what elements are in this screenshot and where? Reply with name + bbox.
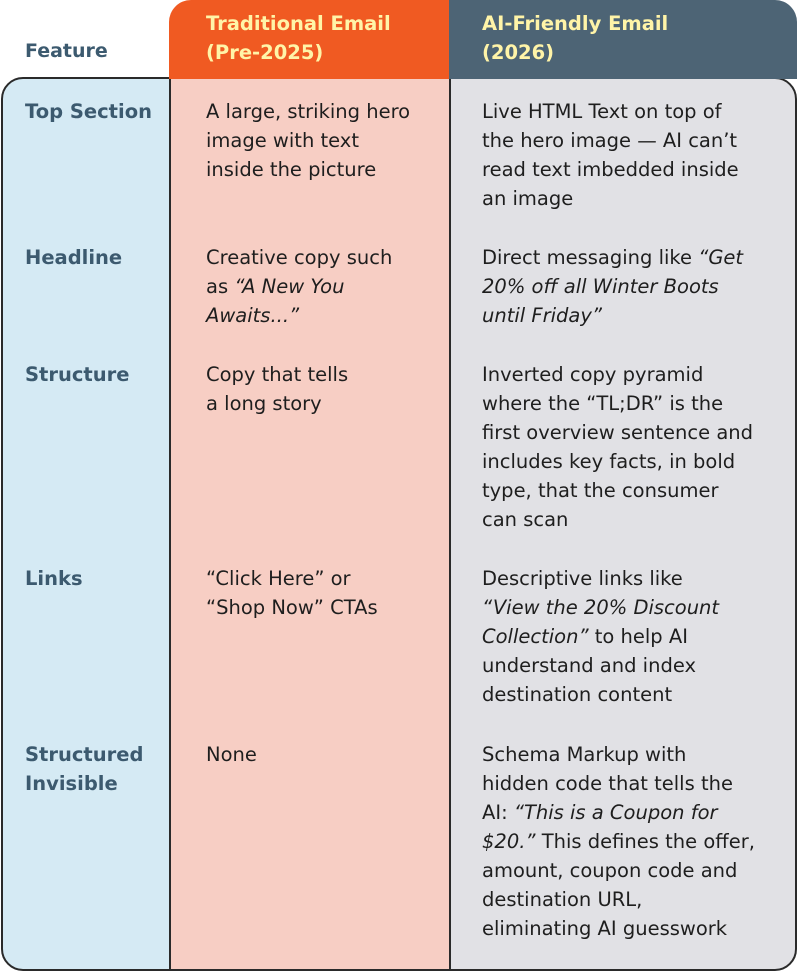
- traditional-column: [169, 77, 451, 971]
- column-divider: [169, 77, 171, 971]
- traditional-headline: Creative copy such as “A New You Awaits...”: [206, 246, 393, 327]
- column-divider: [449, 77, 451, 971]
- row-label-links: Links: [25, 567, 83, 590]
- row-label-structure: Structure: [25, 363, 130, 386]
- traditional-top-section: A large, striking hero image with text inside the picture: [206, 100, 411, 181]
- feature-column: [1, 77, 171, 971]
- ai-headline: Direct messaging like “Get 20% off all Winter Boots until Friday”: [482, 246, 744, 327]
- traditional-header-title: Traditional Email (Pre-2025): [206, 12, 391, 64]
- ai-friendly-header-title: AI-Friendly Email (2026): [482, 12, 669, 64]
- row-label-top-section: Top Section: [25, 100, 152, 123]
- traditional-header: [169, 0, 451, 79]
- ai-structure: Inverted copy pyramid where the “TL;DR” is the first overview sentence and includes key facts, in bold type, that the consumer can scan: [482, 363, 754, 531]
- row-label-headline: Headline: [25, 246, 123, 269]
- traditional-links: “Click Here” or “Shop Now” CTAs: [206, 567, 378, 619]
- traditional-structure: Copy that tells a long story: [206, 363, 349, 415]
- ai-links: Descriptive links like “View the 20% Discount Collection” to help AI understand and index destination content: [482, 567, 720, 706]
- feature-header: Feature: [25, 40, 108, 62]
- ai-top-section: Live HTML Text on top of the hero image — AI can’t read text imbedded inside an image: [482, 100, 739, 210]
- traditional-structured-invisible: None: [206, 743, 257, 766]
- ai-structured-invisible: Schema Markup with hidden code that tells the AI: “This is a Coupon for $20.” This defines the offer, amount, coupon code and destination URL, eliminating AI guesswork: [482, 743, 755, 940]
- ai-friendly-header: [449, 0, 797, 79]
- row-label-structured-invisible: Structured Invisible: [25, 743, 144, 795]
